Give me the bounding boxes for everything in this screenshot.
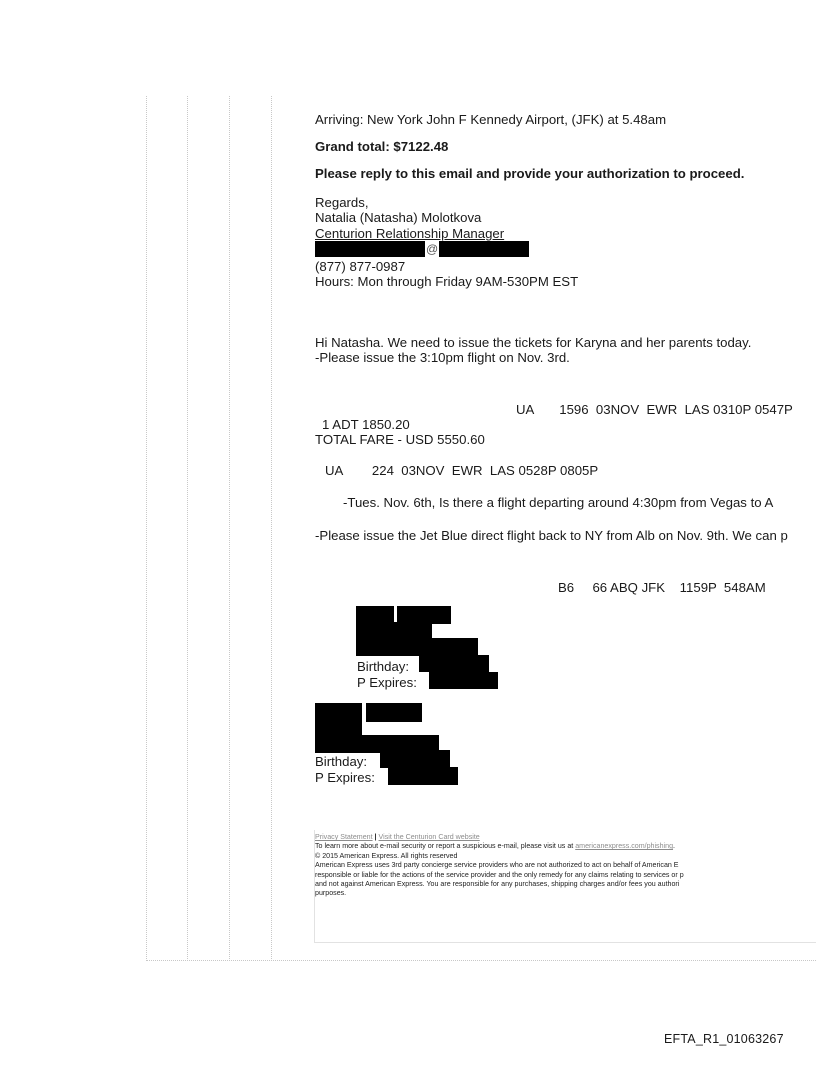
sender-name: Natalia (Natasha) Molotkova: [315, 210, 482, 225]
centurion-website-link[interactable]: Visit the Centurion Card website: [378, 833, 480, 841]
instruction-2: -Tues. Nov. 6th, Is there a flight departing around 4:30pm from Vegas to A: [343, 495, 774, 510]
reply-request: Please reply to this email and provide your authorization to proceed.: [315, 166, 745, 181]
redaction-passenger2-birthday: [380, 750, 450, 768]
bottom-rule: [146, 960, 816, 961]
document-id: EFTA_R1_01063267: [664, 1032, 784, 1046]
total-fare: TOTAL FARE - USD 5550.60: [315, 432, 485, 447]
disclaimer-line-2: responsible or liable for the actions of the service provider and the only remedy for any claims relating to services or p: [315, 870, 684, 879]
copyright: © 2015 American Express. All rights reserved: [315, 851, 458, 860]
redaction-passenger1-line2: [356, 622, 432, 639]
redaction-passenger2-expires: [388, 767, 458, 785]
redaction-email-user: [315, 241, 425, 257]
quote-rule-4: [271, 96, 272, 961]
quote-rule-1: [146, 96, 147, 961]
quote-rule-3: [229, 96, 230, 961]
phishing-period: .: [673, 842, 676, 851]
instruction-3: -Please issue the Jet Blue direct flight back to NY from Alb on Nov. 9th. We can p: [315, 528, 788, 543]
security-text: To learn more about e-mail security or report a suspicious e-mail, please visit us at: [315, 842, 574, 851]
redaction-email-domain: [439, 241, 529, 257]
redaction-passenger1-expires: [429, 672, 498, 689]
footer-separator: |: [374, 833, 377, 841]
passenger1-birthday-label: Birthday:: [357, 659, 410, 674]
flight-1: UA 1596 03NOV EWR LAS 0310P 0547P: [516, 402, 793, 417]
phishing-link[interactable]: americanexpress.com/phishing: [575, 842, 674, 851]
redaction-passenger1-line3: [356, 638, 478, 656]
redaction-passenger1-birthday: [419, 655, 489, 672]
flight-2: UA 224 03NOV EWR LAS 0528P 0805P: [325, 463, 599, 478]
instruction-1: -Please issue the 3:10pm flight on Nov. 3rd.: [315, 350, 570, 365]
disclaimer-line-4: purposes.: [315, 889, 347, 898]
redaction-passenger2-name-b: [366, 703, 422, 722]
flight-3: B6 66 ABQ JFK 1159P 548AM: [558, 580, 766, 595]
privacy-statement-link[interactable]: Privacy Statement: [315, 833, 373, 841]
quote-rule-2: [187, 96, 188, 961]
grand-total: Grand total: $7122.48: [315, 139, 449, 154]
passenger1-expires-label: P Expires:: [357, 675, 417, 690]
disclaimer-line-3: and not against American Express. You are responsible for any purchases, shipping charges and/or fees you authori: [315, 880, 680, 889]
fare-adt: 1 ADT 1850.20: [322, 417, 410, 432]
phone: (877) 877-0987: [315, 259, 406, 274]
email-at-sign: @: [426, 242, 439, 256]
disclaimer-line-1: American Express uses 3rd party concierge service providers who are not authorized to act on behalf of American E: [315, 861, 679, 870]
passenger2-expires-label: P Expires:: [315, 770, 375, 785]
reply-greeting: Hi Natasha. We need to issue the tickets for Karyna and her parents today.: [315, 335, 752, 350]
arriving-line: Arriving: New York John F Kennedy Airport, (JFK) at 5.48am: [315, 112, 667, 127]
sender-title: Centurion Relationship Manager: [315, 226, 505, 241]
hours: Hours: Mon through Friday 9AM-530PM EST: [315, 274, 579, 289]
email-footer: [315, 833, 816, 899]
passenger2-birthday-label: Birthday:: [315, 754, 368, 769]
regards: Regards,: [315, 195, 369, 210]
